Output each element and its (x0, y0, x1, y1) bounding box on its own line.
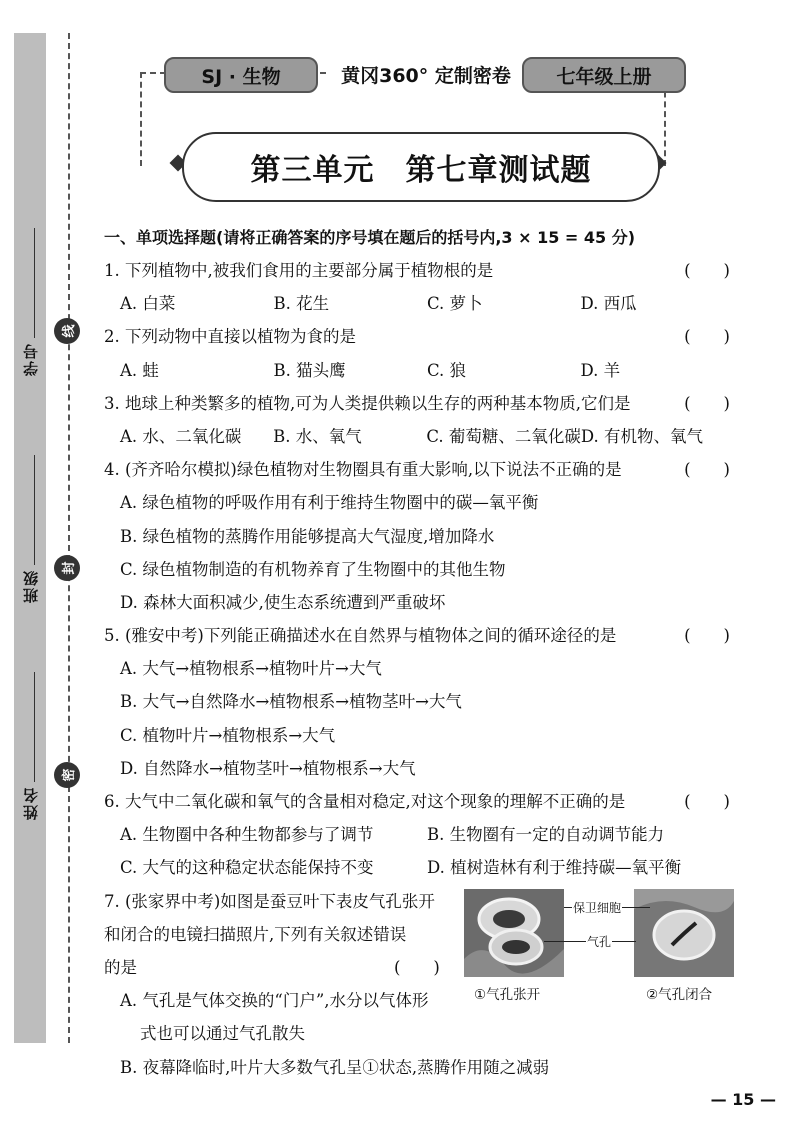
option: B. 水、氧气 (273, 426, 362, 446)
stoma-label: 气孔 (587, 934, 612, 949)
seal-line: 线 (54, 318, 80, 344)
question-4 (104, 453, 734, 486)
seal-secret: 密 (54, 762, 80, 788)
option: A. 气孔是气体交换的“门户”,水分以气体形 (120, 991, 429, 1011)
option: A. 水、二氧化碳 (120, 426, 242, 446)
question-1-options (104, 287, 734, 320)
question-2-options (104, 354, 734, 387)
option: C. 大气的这种稳定状态能保持不变 (120, 858, 374, 878)
section-heading: 一、单项选择题(请将正确答案的序号填在题后的括号内,3 × 15 = 45 分) (104, 228, 636, 247)
page-number: — 15 — (710, 1090, 776, 1109)
option: D. 有机物、氧气 (580, 426, 703, 446)
option-continued: 式也可以通过气孔散失 (140, 1024, 305, 1044)
question-stem-end: 的是 ( ) (104, 951, 454, 984)
cut-line (68, 33, 70, 1043)
option: B. 生物圈有一定的自动调节能力 (427, 825, 665, 845)
caption-open: ①气孔张开 (474, 986, 541, 1003)
option: B. 夜幕降临时,叶片大多数气孔呈①状态,蒸腾作用随之减弱 (120, 1057, 550, 1077)
question-3 (104, 387, 734, 420)
stoma-open-icon (464, 889, 564, 977)
question-stem: 2. 下列动物中直接以植物为食的是 (104, 327, 356, 347)
option: A. 白菜 (120, 294, 176, 314)
option: B. 猫头鹰 (273, 360, 346, 380)
series-title: 黄冈360° 定制密卷 (328, 60, 524, 88)
answer-blank: ( ) (684, 626, 730, 646)
question-stem: 1. 下列植物中,被我们食用的主要部分属于植物根的是 (104, 261, 494, 280)
option: C. 狼 (427, 360, 467, 380)
option: B. 绿色植物的蒸腾作用能够提高大气湿度,增加降水 (120, 526, 495, 546)
option: C. 绿色植物制造的有机物养育了生物圈中的其他生物 (120, 559, 506, 579)
subject-badge: SJ · 生物 (164, 57, 318, 93)
option: A. 大气→植物根系→植物叶片→大气 (120, 659, 382, 679)
question-1 (104, 254, 734, 287)
option: A. 绿色植物的呼吸作用有利于维持生物圈中的碳—氧平衡 (120, 493, 539, 513)
seal-seal: 封 (54, 555, 80, 581)
stoma-open-photo (464, 889, 564, 977)
question-stem: 4. (齐齐哈尔模拟)绿色植物对生物圈具有重大影响,以下说法不正确的是 (104, 460, 622, 480)
question-2 (104, 320, 734, 353)
page-title: 第三单元 第七章测试题 (182, 132, 660, 202)
question-stem: 5. (雅安中考)下列能正确描述水在自然界与植物体之间的循环途径的是 (104, 626, 617, 646)
name-label: 姓名 (21, 786, 40, 820)
question-6-options-row-2 (104, 851, 734, 884)
class-label: 班级 (21, 569, 40, 603)
name-field (14, 672, 46, 820)
option: C. 萝卜 (427, 294, 483, 314)
option: B. 花生 (273, 294, 330, 314)
answer-blank: ( ) (684, 327, 730, 347)
option: A. 生物圈中各种生物都参与了调节 (120, 825, 374, 845)
option: D. 自然降水→植物茎叶→植物根系→大气 (120, 758, 416, 778)
option: D. 植树造林有利于维持碳—氧平衡 (427, 858, 682, 878)
question-stem: 6. 大气中二氧化碳和氧气的含量相对稳定,对这个现象的理解不正确的是 (104, 792, 626, 811)
question-7 (104, 885, 734, 1084)
guard-cell-label: 保卫细胞 (573, 900, 622, 915)
option: C. 葡萄糖、二氧化碳 (426, 426, 581, 446)
question-5 (104, 619, 734, 652)
stoma-closed-photo (634, 889, 734, 977)
student-id-field (14, 228, 46, 376)
question-6 (104, 785, 734, 818)
question-stem: 3. 地球上种类繁多的植物,可为人类提供赖以生存的两种基本物质,它们是 (104, 393, 631, 413)
stoma-closed-icon (634, 889, 734, 977)
student-id-label: 学号 (21, 342, 40, 376)
caption-closed: ②气孔闭合 (646, 986, 713, 1003)
grade-badge: 七年级上册 (522, 57, 686, 93)
question-list (104, 222, 734, 1084)
option: D. 森林大面积减少,使生态系统遭到严重破坏 (120, 592, 446, 612)
answer-blank: ( ) (684, 792, 730, 811)
stomata-figure (464, 885, 734, 1005)
option: B. 大气→自然降水→植物根系→植物茎叶→大气 (120, 692, 462, 712)
question-stem: 7. (张家界中考)如图是蚕豆叶下表皮气孔张开 (104, 891, 435, 911)
option: D. 羊 (580, 360, 621, 380)
option: C. 植物叶片→植物根系→大气 (120, 725, 336, 745)
class-field (14, 455, 46, 603)
answer-blank: ( ) (684, 393, 730, 413)
question-3-options (104, 420, 734, 453)
answer-blank: ( ) (684, 261, 730, 280)
option: D. 西瓜 (580, 294, 637, 314)
answer-blank: ( ) (684, 460, 730, 480)
option: A. 蛙 (120, 360, 159, 380)
question-6-options-row-1 (104, 818, 734, 851)
question-stem: 和闭合的电镜扫描照片,下列有关叙述错误 (104, 924, 407, 944)
answer-blank: ( ) (394, 957, 440, 977)
